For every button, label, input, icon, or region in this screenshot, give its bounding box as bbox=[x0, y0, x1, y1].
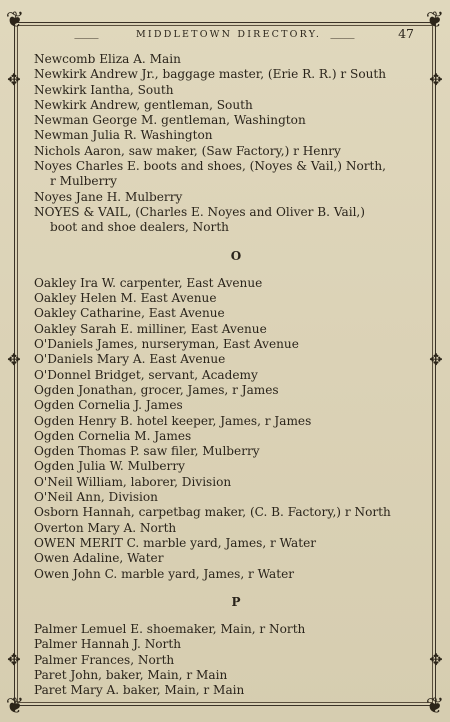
entry-text: Owen John C. marble yard, James, r Water bbox=[34, 566, 295, 581]
side-ornament-icon: ✥ bbox=[7, 350, 21, 369]
entry-continuation: boot and shoe dealers, North bbox=[50, 220, 229, 235]
entry-text: Overton Mary A. North bbox=[34, 520, 177, 535]
entry-text: O'Daniels James, nurseryman, East Avenue bbox=[34, 337, 299, 352]
entry-text: Newman George M. gentleman, Washington bbox=[34, 113, 306, 128]
entry-text: Ogden Thomas P. saw filer, Mulberry bbox=[34, 444, 260, 459]
directory-entry bbox=[34, 383, 424, 398]
entry-text: Ogden Cornelia M. James bbox=[34, 428, 192, 443]
directory-entry bbox=[34, 521, 424, 536]
entry-text: Ogden Cornelia J. James bbox=[34, 398, 183, 413]
entry-text: NOYES & VAIL, (Charles E. Noyes and Oliver B. Vail,) bbox=[34, 204, 365, 219]
entry-text: Owen Adaline, Water bbox=[34, 551, 164, 566]
directory-entry bbox=[34, 475, 424, 490]
directory-entry bbox=[34, 190, 424, 205]
directory-entry bbox=[34, 368, 424, 383]
directory-entry bbox=[34, 52, 424, 67]
directory-entry bbox=[34, 322, 424, 337]
entry-text: Newman Julia R. Washington bbox=[34, 128, 213, 143]
directory-entry bbox=[34, 337, 424, 352]
directory-entries bbox=[34, 52, 424, 699]
running-header bbox=[40, 26, 420, 44]
entry-text: Oakley Helen M. East Avenue bbox=[34, 291, 217, 306]
entry-text: O'Neil Ann, Division bbox=[34, 490, 158, 505]
corner-ornament-icon: ❦ bbox=[425, 694, 445, 719]
entry-text: Paret Mary A. baker, Main, r Main bbox=[34, 683, 245, 698]
directory-entry bbox=[34, 306, 424, 321]
directory-entry bbox=[34, 67, 424, 82]
side-ornament-icon: ✥ bbox=[7, 650, 21, 669]
directory-entry bbox=[34, 536, 424, 551]
entry-text: Nichols Aaron, saw maker, (Saw Factory,) r Henry bbox=[34, 143, 341, 158]
entry-text: Palmer Lemuel E. shoemaker, Main, r North bbox=[34, 622, 306, 637]
corner-ornament-icon: ❦ bbox=[425, 8, 445, 33]
directory-entry bbox=[34, 352, 424, 367]
header-flourish-icon: ⸻ bbox=[74, 33, 99, 44]
directory-entry bbox=[34, 683, 424, 698]
entry-text: Newcomb Eliza A. Main bbox=[34, 52, 181, 66]
directory-entry bbox=[34, 653, 424, 668]
directory-entry bbox=[34, 113, 424, 128]
side-ornament-icon: ✥ bbox=[7, 70, 21, 89]
section-letter: P bbox=[231, 594, 241, 609]
directory-entry bbox=[34, 144, 424, 159]
directory-entry bbox=[34, 398, 424, 413]
directory-entry bbox=[34, 429, 424, 444]
entry-text: Noyes Charles E. boots and shoes, (Noyes & Vail,) North, bbox=[34, 159, 386, 174]
directory-entry bbox=[34, 291, 424, 306]
entry-text: Newkirk Andrew, gentleman, South bbox=[34, 97, 253, 112]
entry-text: Oakley Sarah E. milliner, East Avenue bbox=[34, 321, 267, 336]
directory-entry bbox=[34, 444, 424, 459]
directory-entry bbox=[34, 414, 424, 429]
entry-text: Newkirk Iantha, South bbox=[34, 82, 174, 97]
corner-ornament-icon: ❦ bbox=[5, 694, 25, 719]
directory-entry bbox=[34, 159, 424, 190]
entry-text: Noyes Jane H. Mulberry bbox=[34, 189, 183, 204]
entry-text: O'Daniels Mary A. East Avenue bbox=[34, 352, 226, 367]
entry-text: Oakley Ira W. carpenter, East Avenue bbox=[34, 275, 263, 290]
directory-entry bbox=[34, 490, 424, 505]
directory-entry bbox=[34, 505, 424, 520]
directory-entry bbox=[34, 551, 424, 566]
entry-text: Osborn Hannah, carpetbag maker, (C. B. Factory,) r North bbox=[34, 505, 391, 520]
section-letter: O bbox=[230, 248, 242, 263]
directory-entry bbox=[34, 668, 424, 683]
side-ornament-icon: ✥ bbox=[429, 70, 443, 89]
directory-entry bbox=[34, 128, 424, 143]
entry-text: Oakley Catharine, East Avenue bbox=[34, 306, 225, 321]
side-ornament-icon: ✥ bbox=[429, 650, 443, 669]
header-title: MIDDLETOWN DIRECTORY. bbox=[136, 29, 322, 40]
directory-entry bbox=[34, 83, 424, 98]
directory-entry bbox=[34, 567, 424, 582]
page-number: 47 bbox=[398, 26, 414, 41]
entry-text: Paret John, baker, Main, r Main bbox=[34, 667, 228, 682]
entry-text: Ogden Henry B. hotel keeper, James, r James bbox=[34, 413, 312, 428]
entry-text: Palmer Hannah J. North bbox=[34, 637, 181, 652]
directory-entry bbox=[34, 98, 424, 113]
directory-entry bbox=[34, 637, 424, 652]
entry-continuation: r Mulberry bbox=[50, 174, 117, 189]
directory-entry bbox=[34, 276, 424, 291]
entry-text: Ogden Julia W. Mulberry bbox=[34, 459, 185, 474]
directory-entry bbox=[34, 459, 424, 474]
side-ornament-icon: ✥ bbox=[429, 350, 443, 369]
entry-text: Ogden Jonathan, grocer, James, r James bbox=[34, 382, 279, 397]
directory-entry bbox=[34, 205, 424, 236]
header-flourish-icon: ⸻ bbox=[330, 33, 355, 44]
directory-entry bbox=[34, 622, 424, 637]
entry-text: O'Donnel Bridget, servant, Academy bbox=[34, 367, 258, 382]
entry-text: O'Neil William, laborer, Division bbox=[34, 474, 232, 489]
entry-text: OWEN MERIT C. marble yard, James, r Water bbox=[34, 535, 317, 550]
entry-text: Newkirk Andrew Jr., baggage master, (Erie R. R.) r South bbox=[34, 67, 387, 82]
entry-text: Palmer Frances, North bbox=[34, 652, 175, 667]
corner-ornament-icon: ❦ bbox=[5, 8, 25, 33]
